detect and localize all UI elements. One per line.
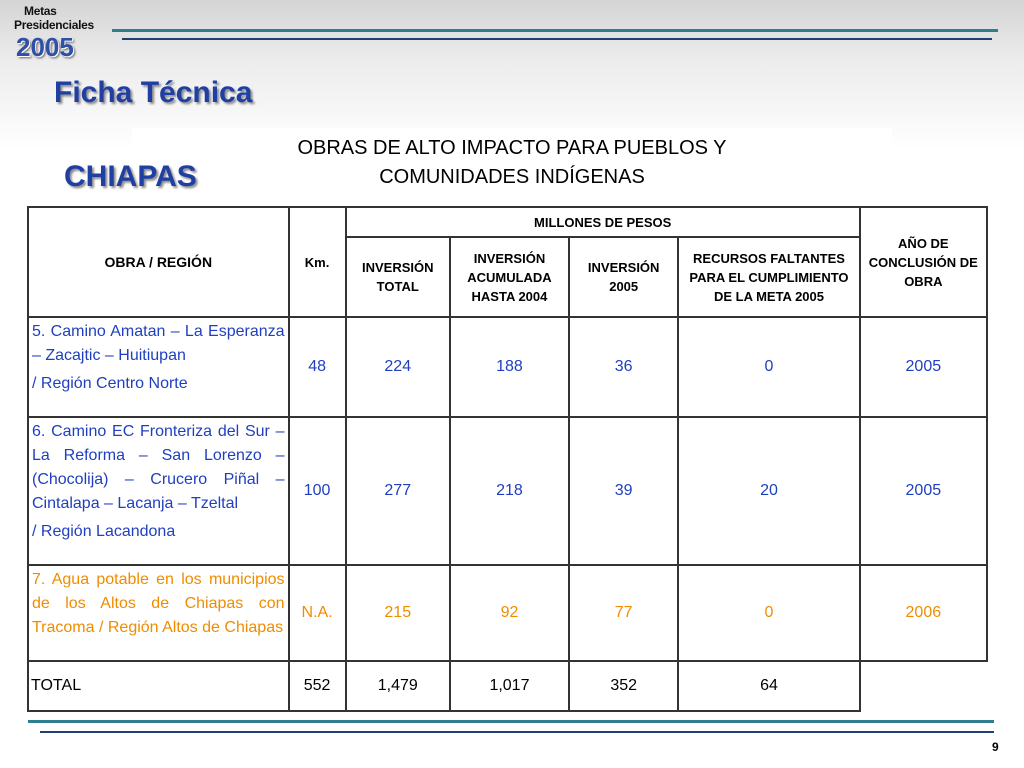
- subtitle-box: [132, 128, 892, 196]
- obra-name: 5. Camino Amatan – La Esperanza – Zacajtic – Huitiupan: [32, 323, 285, 364]
- logo-year: 2005: [16, 32, 74, 62]
- subtitle-line2: COMUNIDADES INDÍGENAS: [379, 166, 645, 188]
- metas-presidenciales-logo: [10, 2, 110, 62]
- km-cell: N.A.: [289, 565, 346, 661]
- anio-conclusion-cell: 2005: [860, 317, 987, 417]
- obra-name: 6. Camino EC Fronteriza del Sur – La Reforma – San Lorenzo – (Chocolija) – Crucero Piñal – Cintalapa – Lacanja – Tzeltal: [32, 423, 285, 512]
- inversion-acumulada-cell: 188: [450, 317, 569, 417]
- state-title: CHIAPAS: [64, 160, 197, 193]
- obra-name: 7. Agua potable en los municipios de los Altos de Chiapas con Tracoma / Región Altos de Chiapas: [32, 571, 285, 636]
- inversion-acumulada-cell: 92: [450, 565, 569, 661]
- total-empty-cell: [860, 661, 987, 711]
- km-cell: 100: [289, 417, 346, 565]
- table-header-row: [28, 207, 987, 237]
- total-label: TOTAL: [28, 661, 289, 711]
- header-anio-conclusion: AÑO DE CONCLUSIÓN DE OBRA: [860, 207, 987, 317]
- works-table: [27, 206, 988, 712]
- total-inversion-acumulada: 1,017: [450, 661, 569, 711]
- total-row: [28, 661, 987, 711]
- total-km: 552: [289, 661, 346, 711]
- total-inversion-2005: 352: [569, 661, 678, 711]
- header-millones-de-pesos: MILLONES DE PESOS: [346, 207, 860, 237]
- header-recursos-faltantes: RECURSOS FALTANTES PARA EL CUMPLIMIENTO DE LA META 2005: [678, 237, 859, 317]
- logo-text-line2: Presidenciales: [14, 18, 94, 32]
- anio-conclusion-cell: 2006: [860, 565, 987, 661]
- total-inversion-total: 1,479: [346, 661, 450, 711]
- recursos-faltantes-cell: 0: [678, 565, 859, 661]
- header-obra: OBRA / REGIÓN: [28, 207, 289, 317]
- header-km: Km.: [289, 207, 346, 317]
- total-recursos-faltantes: 64: [678, 661, 859, 711]
- page-title: Ficha Técnica: [54, 76, 253, 109]
- logo-text-line1: Metas: [24, 4, 57, 18]
- header-divider-navy: [122, 38, 992, 40]
- page-number: 9: [992, 740, 999, 754]
- header-inversion-total: INVERSIÓN TOTAL: [346, 237, 450, 317]
- inversion-total-cell: 277: [346, 417, 450, 565]
- obra-cell: [28, 565, 289, 661]
- obra-region: / Región Centro Norte: [32, 375, 188, 392]
- footer-divider-navy: [40, 731, 994, 733]
- header-inversion-2005: INVERSIÓN 2005: [569, 237, 678, 317]
- obra-cell: [28, 317, 289, 417]
- table-row: [28, 417, 987, 565]
- km-cell: 48: [289, 317, 346, 417]
- obra-cell: [28, 417, 289, 565]
- inversion-2005-cell: 77: [569, 565, 678, 661]
- subtitle: [132, 134, 892, 192]
- subtitle-line1: OBRAS DE ALTO IMPACTO PARA PUEBLOS Y: [297, 137, 727, 159]
- table-row: [28, 317, 987, 417]
- recursos-faltantes-cell: 20: [678, 417, 859, 565]
- header-divider-teal: [112, 29, 998, 32]
- obra-region: / Región Lacandona: [32, 523, 176, 540]
- table-row: [28, 565, 987, 661]
- inversion-acumulada-cell: 218: [450, 417, 569, 565]
- inversion-total-cell: 224: [346, 317, 450, 417]
- recursos-faltantes-cell: 0: [678, 317, 859, 417]
- footer-divider-teal: [28, 720, 994, 723]
- header-inversion-acumulada: INVERSIÓN ACUMULADA HASTA 2004: [450, 237, 569, 317]
- inversion-total-cell: 215: [346, 565, 450, 661]
- anio-conclusion-cell: 2005: [860, 417, 987, 565]
- inversion-2005-cell: 39: [569, 417, 678, 565]
- inversion-2005-cell: 36: [569, 317, 678, 417]
